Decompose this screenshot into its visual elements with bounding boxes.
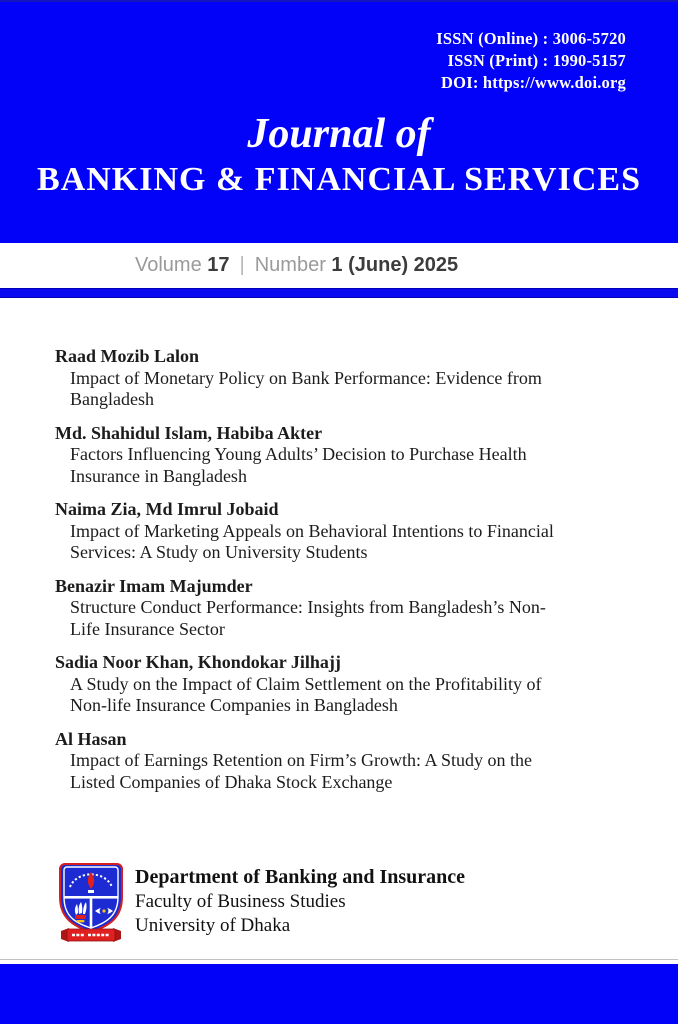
toc-entry: [55, 499, 625, 564]
footer: [57, 863, 465, 947]
toc-article-title: Listed Companies of Dhaka Stock Exchange: [70, 771, 393, 792]
journal-title-line1: Journal of: [247, 111, 431, 157]
university-of-dhaka-logo-icon: [57, 863, 125, 947]
toc-article-title: Impact of Monetary Policy on Bank Performance: Evidence from Bangladesh: [70, 367, 542, 409]
toc-authors: Raad Mozib Lalon: [55, 346, 200, 366]
toc-entry: [55, 423, 625, 488]
toc-article-title: A Study on the Impact of Claim Settlement on the Profitability of: [70, 673, 542, 694]
journal-title: [0, 110, 678, 200]
toc-entry: [55, 346, 625, 411]
toc-entry: [55, 652, 625, 717]
toc-authors: Sadia Noor Khan, Khondokar Jilhajj: [55, 652, 341, 672]
toc-article-title: Structure Conduct Performance: Insights from Bangladesh’s Non-: [70, 597, 546, 617]
journal-title-line2: BANKING & FINANCIAL SERVICES: [37, 161, 641, 198]
blue-divider-bar: [0, 288, 678, 298]
doi-line: DOI: https://www.doi.org: [441, 73, 626, 92]
toc-article-title: Factors Influencing Young Adults’ Decision to Purchase Health: [70, 444, 527, 464]
university-name: University of Dhaka: [135, 915, 291, 936]
issn-block: [436, 28, 626, 94]
volume-label: Volume: [135, 254, 208, 276]
number-label: Number: [254, 254, 332, 276]
bottom-blue-bar: [0, 964, 678, 1024]
header-band: [0, 0, 678, 243]
toc-article-title: Insurance in Bangladesh: [70, 465, 247, 486]
bottom-hairline: [0, 959, 678, 960]
department-name: Department of Banking and Insurance: [135, 866, 466, 888]
toc-article-title: Impact of Marketing Appeals on Behavioral Intentions to Financial: [70, 520, 554, 541]
toc-entry: [55, 576, 625, 641]
footer-affiliation: [135, 863, 465, 938]
issn-print: ISSN (Print) : 1990-5157: [447, 51, 626, 70]
faculty-name: Faculty of Business Studies: [135, 891, 346, 912]
toc-entry: [55, 729, 625, 794]
toc-authors: Al Hasan: [55, 728, 127, 749]
toc-authors: Naima Zia, Md Imrul Jobaid: [55, 499, 279, 519]
toc-authors: Md. Shahidul Islam, Habiba Akter: [55, 422, 323, 443]
toc-article-title: Life Insurance Sector: [70, 618, 225, 639]
toc-article-title: Non-life Insurance Companies in Bangladesh: [70, 695, 398, 715]
number-value: 1 (June) 2025: [331, 254, 459, 276]
toc-authors: Benazir Imam Majumder: [55, 575, 253, 596]
toc-article-title: Services: A Study on University Students: [70, 542, 368, 562]
issue-strip: [0, 243, 678, 288]
toc-article-title: Impact of Earnings Retention on Firm’s Growth: A Study on the: [70, 750, 532, 770]
table-of-contents: [55, 346, 625, 805]
issue-separator: |: [239, 254, 245, 276]
volume-value: 17: [207, 254, 230, 276]
issn-online: ISSN (Online) : 3006-5720: [436, 29, 626, 48]
